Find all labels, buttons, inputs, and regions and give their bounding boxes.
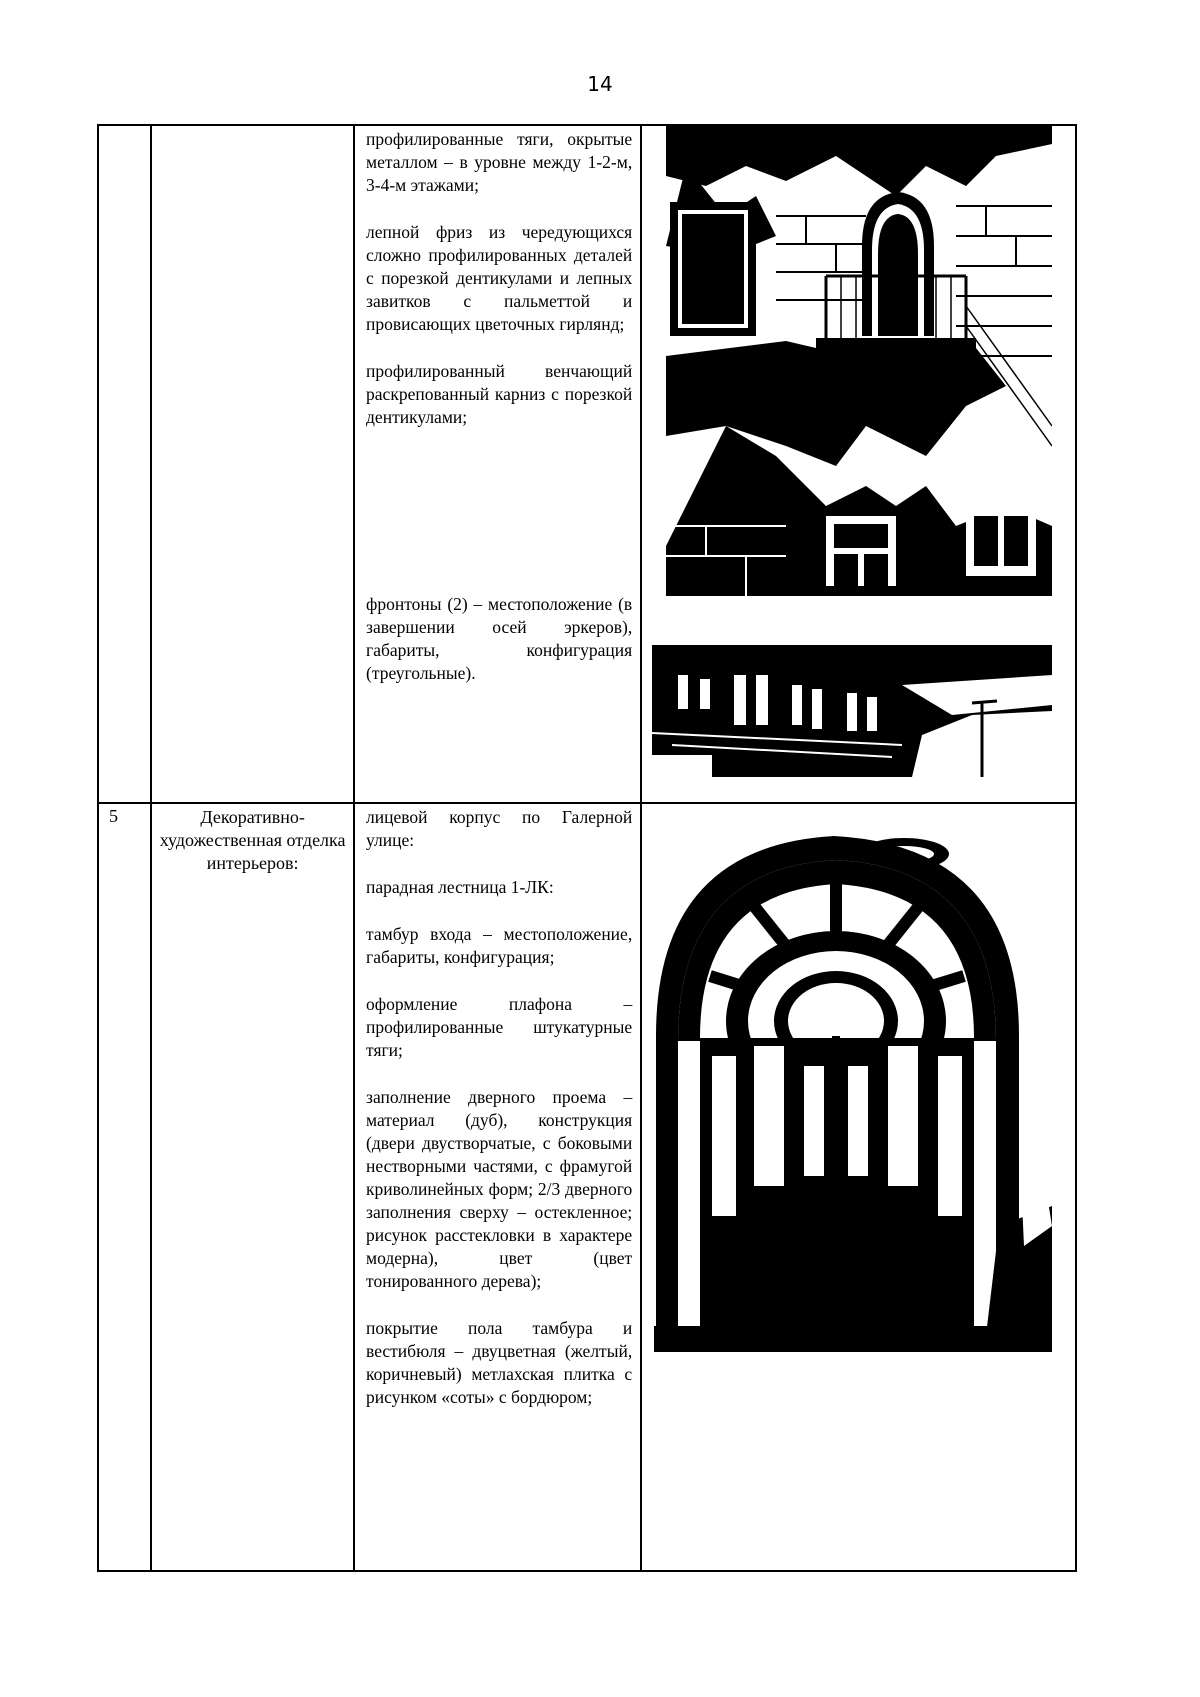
row-description-cell (354, 125, 641, 803)
description-paragraph: тамбур входа – местоположение, габариты, конфигурация; (366, 924, 633, 967)
facade-balcony-photo (666, 126, 1052, 596)
description-paragraph: парадная лестница 1-ЛК: (366, 877, 554, 897)
description-paragraph: профилированные тяги, окрытые металлом – в уровне между 1-2-м, 3-4-м этажами; (366, 129, 633, 195)
row-category-cell: Декоративно-художественная отделка интерьеров: (151, 803, 354, 1571)
description-paragraph: оформление плафона – профилированные штукатурные тяги; (366, 994, 633, 1060)
description-paragraph: заполнение дверного проема – материал (дуб), конструкция (двери двустворчатые, с боковыми нестворными частями, с фрамугой криволинейных форм; 2/3 дверного заполнения сверху – остекленное; рисунок расстекловки в характере модерна), цвет (цвет тонированного дерева); (366, 1087, 633, 1291)
description-paragraph: лепной фриз из чередующихся сложно профилированных деталей с порезкой дентикулами и лепных завитков с пальметтой и провисающих цветочных гирлянд; (366, 222, 633, 334)
arched-door-photo (654, 806, 1052, 1352)
description-paragraph: покрытие пола тамбура и вестибюля – двуцветная (желтый, коричневый) метлахская плитка с рисунком «соты» с бордюром; (366, 1318, 633, 1407)
row-number-cell (98, 125, 151, 803)
description-paragraph: лицевой корпус по Галерной улице: (366, 807, 633, 850)
row-description-cell (354, 803, 641, 1571)
row-number-cell: 5 (98, 803, 151, 1571)
description-paragraph: фронтоны (2) – местоположение (в завершении осей эркеров), габариты, конфигурация (треугольные). (366, 594, 633, 683)
row-category-cell (151, 125, 354, 803)
description-paragraph: профилированный венчающий раскрепованный карниз с порезкой дентикулами; (366, 361, 633, 427)
pediments-photo (652, 645, 1052, 777)
page-number: 14 (587, 72, 613, 96)
